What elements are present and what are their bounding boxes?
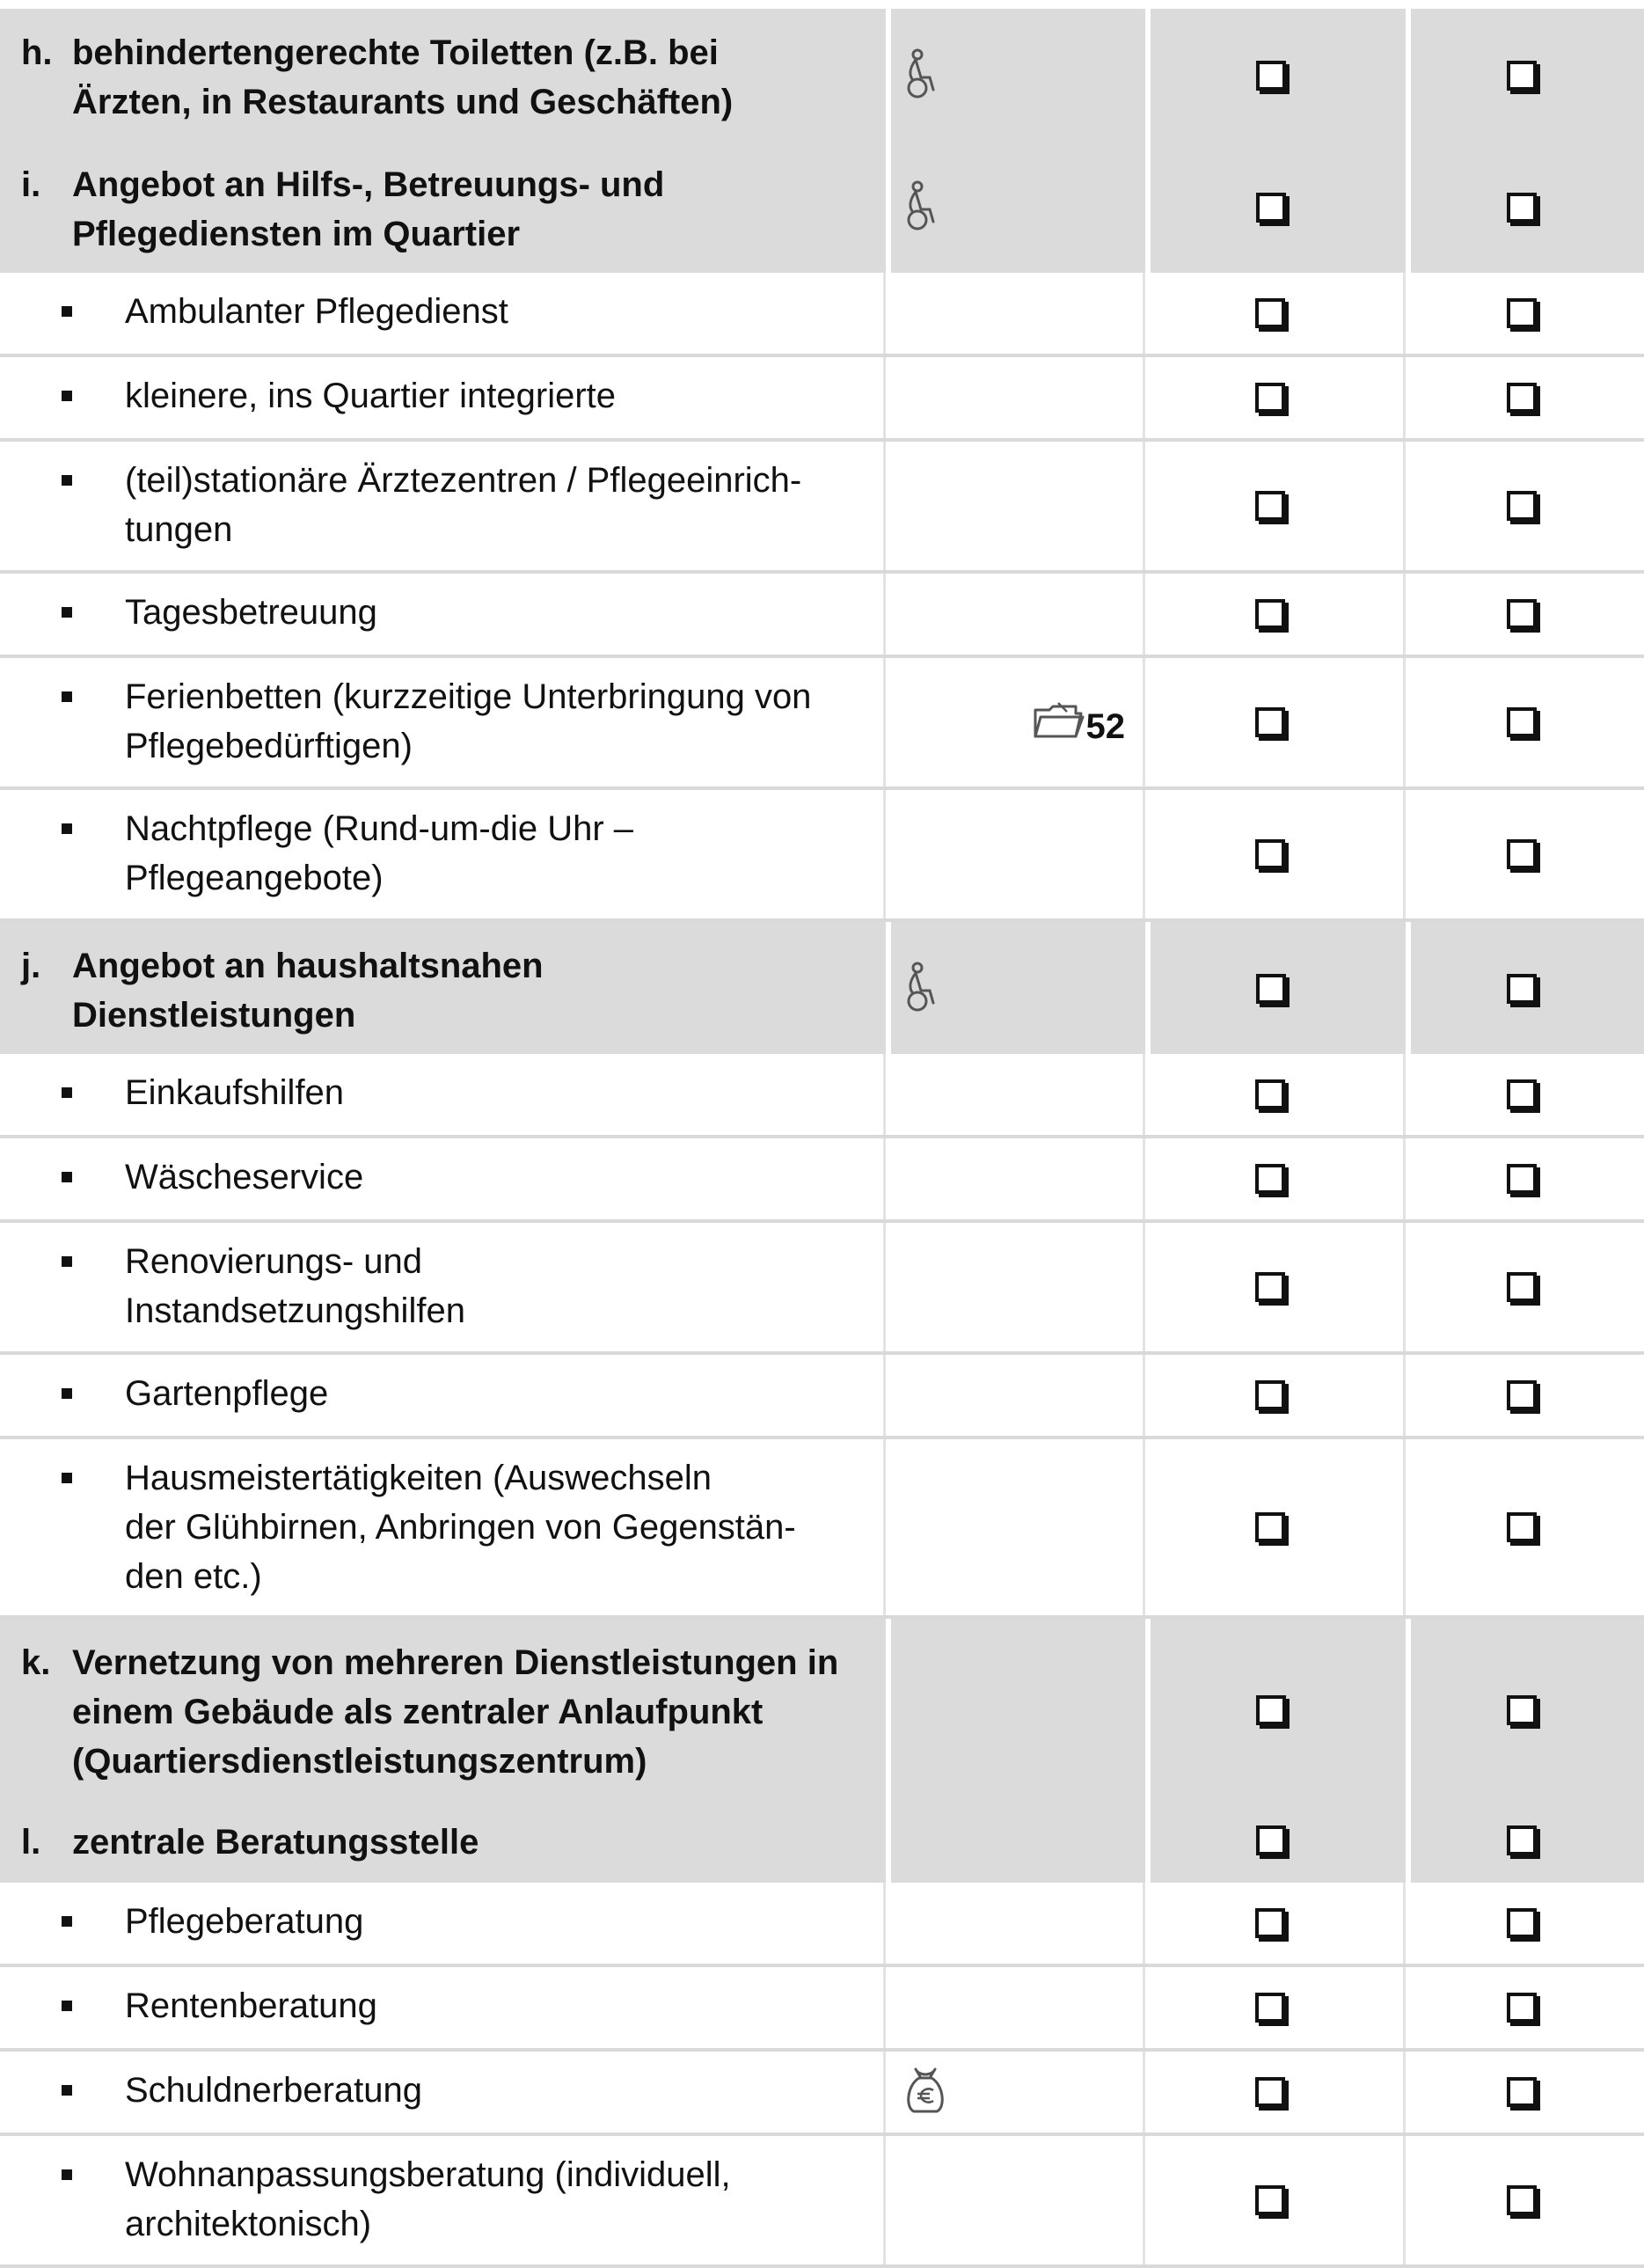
reference-cell [891, 141, 1145, 274]
category-letter: k. [21, 1643, 51, 1682]
reference-cell [891, 1138, 1145, 1219]
reference-cell [891, 1223, 1145, 1351]
checkbox-cell [1151, 1138, 1406, 1219]
checkbox-option-1[interactable] [1255, 1164, 1285, 1194]
checkbox-option-1[interactable] [1255, 1079, 1285, 1109]
checkbox-option-1[interactable] [1255, 1272, 1285, 1302]
row-label: Angebot an haushaltsnahen Dienstleistungen [72, 947, 544, 1035]
checkbox-option-1[interactable] [1255, 599, 1285, 629]
item-row [0, 1967, 1644, 2052]
checkbox-option-2[interactable] [1507, 193, 1537, 223]
checkbox-option-2[interactable] [1507, 1164, 1537, 1194]
checkbox-option-2[interactable] [1507, 383, 1537, 413]
row-label: (teil)stationäre Ärztezentren / Pflegeeinrich- tungen [125, 461, 802, 549]
checkbox-cell [1411, 2136, 1644, 2264]
checkbox-cell [1411, 273, 1644, 354]
checkbox-option-1[interactable] [1255, 1380, 1285, 1410]
checkbox-option-1[interactable] [1256, 974, 1286, 1004]
label-cell [0, 273, 886, 354]
category-row [0, 922, 1644, 1054]
checkbox-cell [1411, 1967, 1644, 2048]
row-label: behindertengerechte Toiletten (z.B. bei Ärzten, in Restaurants und Geschäften) [72, 33, 734, 121]
checkbox-option-1[interactable] [1255, 707, 1285, 737]
item-row [0, 1223, 1644, 1355]
row-label: Rentenberatung [125, 1986, 377, 2025]
reference-cell [891, 922, 1145, 1056]
checkbox-cell [1411, 790, 1644, 918]
checkbox-cell [1151, 357, 1406, 438]
checkbox-cell [1151, 574, 1406, 655]
checkbox-option-1[interactable] [1255, 2077, 1285, 2107]
checkbox-option-1[interactable] [1255, 298, 1285, 328]
checkbox-cell [1151, 9, 1406, 143]
category-row [0, 141, 1644, 273]
checkbox-cell [1411, 2052, 1644, 2133]
reference-cell [891, 790, 1145, 918]
item-row [0, 1439, 1644, 1619]
reference-cell [891, 442, 1145, 570]
label-cell [0, 922, 886, 1056]
label-cell [0, 790, 886, 918]
category-letter: l. [21, 1823, 41, 1862]
item-row [0, 1054, 1644, 1138]
checkbox-option-1[interactable] [1255, 839, 1285, 869]
checkbox-option-1[interactable] [1255, 1908, 1285, 1938]
checkbox-cell [1411, 1223, 1644, 1351]
euro-bag-icon [903, 2066, 947, 2119]
row-label: Ambulanter Pflegedienst [125, 292, 508, 331]
checkbox-cell [1151, 922, 1406, 1056]
reference-cell [891, 9, 1145, 143]
checkbox-option-2[interactable] [1507, 839, 1537, 869]
checkbox-option-1[interactable] [1256, 61, 1286, 91]
checkbox-option-2[interactable] [1507, 1272, 1537, 1302]
reference-cell [891, 574, 1145, 655]
item-row [0, 1355, 1644, 1439]
checkbox-cell [1411, 1883, 1644, 1964]
reference-cell [891, 357, 1145, 438]
checkbox-cell [1411, 1054, 1644, 1135]
checkbox-cell [1411, 357, 1644, 438]
row-label: Hausmeistertätigkeiten (Auswechseln der Glühbirnen, Anbringen von Gegenstän- den etc.) [125, 1459, 796, 1596]
checkbox-cell [1411, 1439, 1644, 1615]
checkbox-option-2[interactable] [1507, 1908, 1537, 1938]
label-cell [0, 1439, 886, 1615]
reference-cell [891, 1967, 1145, 2048]
checkbox-cell [1411, 9, 1644, 143]
row-label: Einkaufshilfen [125, 1073, 345, 1112]
checkbox-cell [1151, 1355, 1406, 1436]
checkbox-option-2[interactable] [1507, 1695, 1537, 1725]
category-row [0, 1798, 1644, 1883]
checkbox-cell [1151, 1054, 1406, 1135]
checkbox-option-1[interactable] [1255, 383, 1285, 413]
checkbox-cell [1411, 442, 1644, 570]
reference-cell [891, 658, 1145, 786]
checkbox-cell [1411, 141, 1644, 274]
reference-cell [891, 2136, 1145, 2264]
label-cell [0, 1619, 886, 1802]
reference-cell [891, 1355, 1145, 1436]
reference-cell [891, 1883, 1145, 1964]
checkbox-option-2[interactable] [1507, 1079, 1537, 1109]
checkbox-option-2[interactable] [1507, 2185, 1537, 2215]
checkbox-cell [1151, 1223, 1406, 1351]
checkbox-cell [1151, 442, 1406, 570]
row-label: Nachtpflege (Rund-um-die Uhr – Pflegeangebote) [125, 809, 634, 897]
row-label: kleinere, ins Quartier integrierte [125, 377, 617, 415]
item-row [0, 658, 1644, 790]
row-label: Tagesbetreuung [125, 593, 377, 632]
checkbox-option-1[interactable] [1255, 2185, 1285, 2215]
row-label: Renovierungs- und Instandsetzungshilfen [125, 1242, 465, 1330]
wheelchair-person-icon [903, 961, 939, 1018]
checkbox-cell [1411, 1798, 1644, 1883]
checkbox-option-2[interactable] [1507, 1380, 1537, 1410]
category-letter: j. [21, 947, 41, 985]
checkbox-cell [1151, 2136, 1406, 2264]
checkbox-cell [1151, 273, 1406, 354]
checkbox-cell [1411, 1355, 1644, 1436]
label-cell [0, 2136, 886, 2264]
checkbox-option-2[interactable] [1507, 1512, 1537, 1542]
label-cell [0, 1798, 886, 1883]
checkbox-option-2[interactable] [1507, 1825, 1537, 1855]
reference-cell [891, 273, 1145, 354]
row-label: Pflegeberatung [125, 1902, 364, 1941]
row-label: Ferienbetten (kurzzeitige Unterbringung von Pflegebedürftigen) [125, 677, 812, 765]
checkbox-cell [1151, 1798, 1406, 1883]
item-row [0, 1138, 1644, 1223]
item-row [0, 2136, 1644, 2268]
checkbox-option-2[interactable] [1507, 2077, 1537, 2107]
reference-cell [891, 1619, 1145, 1802]
category-row [0, 1619, 1644, 1798]
label-cell [0, 574, 886, 655]
category-row [0, 9, 1644, 141]
checkbox-cell [1151, 1883, 1406, 1964]
row-label: zentrale Beratungsstelle [72, 1823, 479, 1862]
checkbox-option-2[interactable] [1507, 707, 1537, 737]
label-cell [0, 658, 886, 786]
checkbox-cell [1411, 1619, 1644, 1802]
wheelchair-person-icon [903, 48, 939, 105]
checkbox-cell [1151, 2052, 1406, 2133]
category-letter: h. [21, 33, 53, 72]
checkbox-cell [1151, 658, 1406, 786]
reference-cell [891, 1054, 1145, 1135]
checkbox-option-2[interactable] [1507, 491, 1537, 521]
row-label: Wäscheservice [125, 1158, 364, 1196]
label-cell [0, 1967, 886, 2048]
reference-cell [891, 1798, 1145, 1883]
label-cell [0, 141, 886, 274]
checkbox-cell [1411, 574, 1644, 655]
page-reference: 52 [1085, 706, 1125, 746]
checkbox-option-1[interactable] [1255, 1993, 1285, 2023]
item-row [0, 1883, 1644, 1967]
label-cell [0, 357, 886, 438]
checkbox-cell [1151, 1967, 1406, 2048]
checkbox-cell [1411, 1138, 1644, 1219]
label-cell [0, 1223, 886, 1351]
checkbox-option-1[interactable] [1255, 491, 1285, 521]
item-row [0, 574, 1644, 658]
checkbox-cell [1151, 790, 1406, 918]
reference-cell [891, 2052, 1145, 2133]
checkbox-option-1[interactable] [1256, 193, 1286, 223]
category-letter: i. [21, 165, 41, 204]
row-label: Angebot an Hilfs-, Betreuungs- und Pflegediensten im Quartier [72, 165, 665, 253]
checkbox-cell [1151, 141, 1406, 274]
checkbox-option-2[interactable] [1507, 974, 1537, 1004]
label-cell [0, 442, 886, 570]
checkbox-cell [1151, 1439, 1406, 1615]
label-cell [0, 2052, 886, 2133]
checkbox-option-1[interactable] [1255, 1512, 1285, 1542]
row-label: Schuldnerberatung [125, 2071, 423, 2110]
item-row [0, 2052, 1644, 2136]
item-row [0, 273, 1644, 357]
wheelchair-person-icon [903, 179, 939, 237]
checkbox-option-2[interactable] [1507, 298, 1537, 328]
label-cell [0, 1883, 886, 1964]
checkbox-cell [1151, 1619, 1406, 1802]
row-label: Vernetzung von mehreren Dienstleistungen in einem Gebäude als zentraler Anlaufpunkt (Quartiersdienstleistungszentrum) [72, 1643, 839, 1781]
checkbox-option-2[interactable] [1507, 61, 1537, 91]
row-label: Wohnanpassungsberatung (individuell, architektonisch) [125, 2155, 731, 2243]
label-cell [0, 1054, 886, 1135]
checkbox-option-1[interactable] [1256, 1695, 1286, 1725]
item-row [0, 357, 1644, 442]
row-label: Gartenpflege [125, 1374, 329, 1413]
checkbox-option-2[interactable] [1507, 599, 1537, 629]
checkbox-cell [1411, 922, 1644, 1056]
checkbox-option-1[interactable] [1256, 1825, 1286, 1855]
folder-icon [1032, 701, 1085, 744]
item-row [0, 442, 1644, 574]
label-cell [0, 1355, 886, 1436]
checkbox-option-2[interactable] [1507, 1993, 1537, 2023]
checkbox-cell [1411, 658, 1644, 786]
item-row [0, 790, 1644, 922]
label-cell [0, 9, 886, 143]
reference-cell [891, 1439, 1145, 1615]
label-cell [0, 1138, 886, 1219]
